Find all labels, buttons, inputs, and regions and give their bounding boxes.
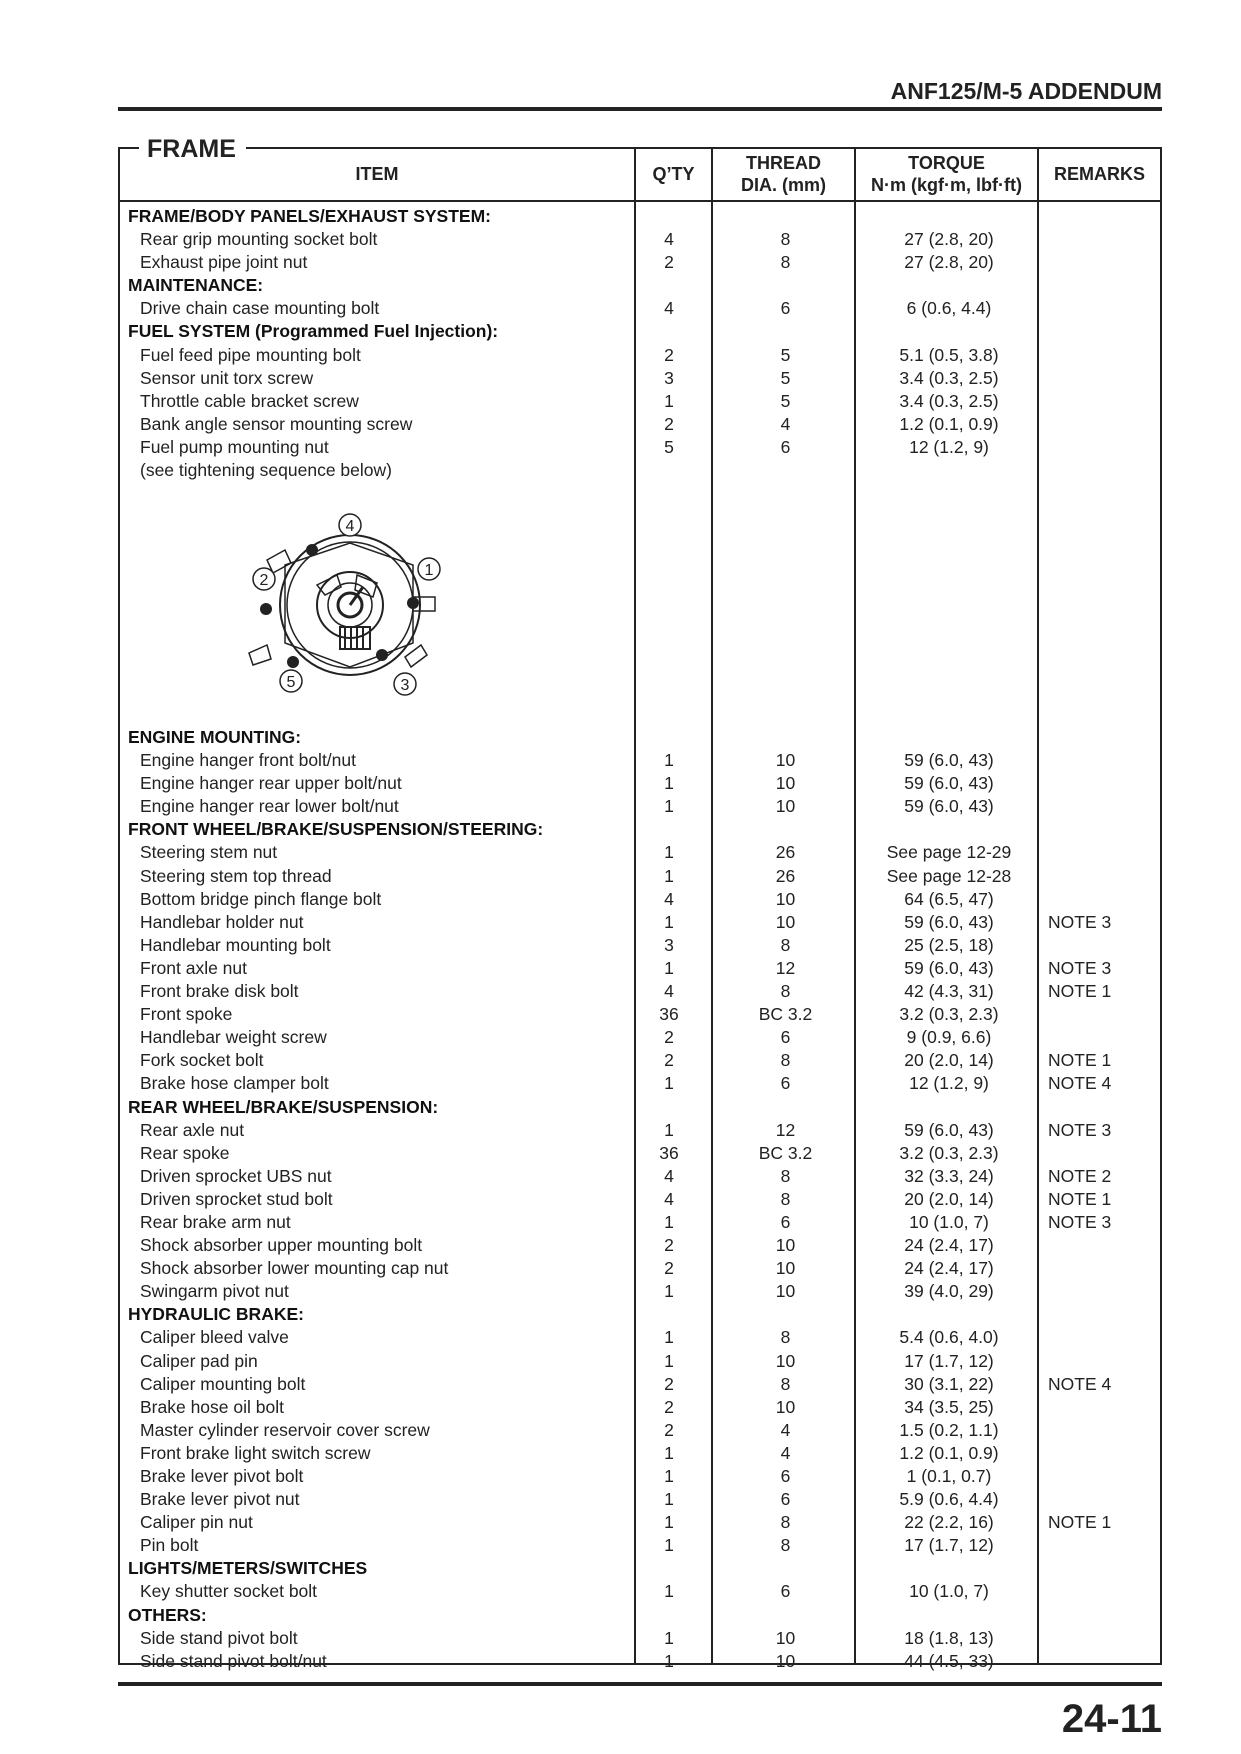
table-row: [118, 1326, 1162, 1349]
torque-cell: 30 (3.1, 22): [904, 1373, 994, 1394]
item-cell: Driven sprocket stud bolt: [140, 1188, 333, 1209]
table-row: [118, 1350, 1162, 1373]
thread-dia-cell: 8: [780, 252, 791, 273]
item-cell: Fuel feed pipe mounting bolt: [140, 344, 361, 365]
header-rule: [118, 107, 1162, 111]
thread-dia-cell: 10: [775, 888, 796, 909]
torque-cell: 24 (2.4, 17): [904, 1258, 994, 1279]
torque-cell: 39 (4.0, 29): [904, 1281, 994, 1302]
qty-cell: 1: [664, 865, 674, 886]
torque-cell: 59 (6.0, 43): [904, 773, 994, 794]
thread-dia-cell: 8: [780, 229, 791, 250]
sequence-label-3: [394, 673, 416, 695]
section-title: FRAME: [139, 135, 246, 164]
qty-cell: 1: [664, 1119, 674, 1140]
torque-cell: 5.9 (0.6, 4.4): [899, 1489, 999, 1510]
item-cell: FUEL SYSTEM (Programmed Fuel Injection):: [128, 321, 499, 342]
qty-cell: 1: [664, 1466, 674, 1486]
qty-cell: 1: [664, 1627, 674, 1648]
table-row: [118, 1188, 1162, 1211]
item-cell: REAR WHEEL/BRAKE/SUSPENSION:: [128, 1096, 439, 1117]
torque-cell: 59 (6.0, 43): [904, 911, 994, 932]
item-cell: Shock absorber lower mounting cap nut: [140, 1258, 449, 1279]
item-cell: Swingarm pivot nut: [140, 1281, 289, 1302]
torque-cell: 27 (2.8, 20): [904, 229, 994, 250]
item-cell: Pin bolt: [140, 1535, 199, 1556]
qty-cell: 5: [664, 436, 674, 457]
torque-cell: 59 (6.0, 43): [904, 796, 994, 817]
sequence-label-5: [280, 670, 302, 692]
table-row: [118, 1257, 1162, 1280]
remarks-cell: NOTE 3: [1048, 957, 1112, 978]
table-row: [118, 841, 1162, 864]
item-cell: Engine hanger rear upper bolt/nut: [140, 773, 402, 794]
page-number: 24-11: [1061, 1697, 1162, 1741]
item-cell: Steering stem nut: [140, 842, 278, 863]
qty-cell: 1: [664, 773, 674, 794]
table-row: [118, 1072, 1162, 1095]
table-row: [118, 367, 1162, 390]
frame-label-tick: [118, 147, 132, 149]
torque-cell: 1.2 (0.1, 0.9): [899, 413, 999, 434]
thread-dia-cell: 6: [780, 436, 791, 457]
table-row: [118, 1650, 1162, 1673]
item-cell: Handlebar mounting bolt: [140, 934, 331, 955]
svg-text:5: 5: [286, 674, 296, 691]
qty-cell: 2: [664, 1419, 674, 1440]
table-row: [118, 957, 1162, 980]
thread-dia-cell: 10: [775, 1650, 796, 1671]
table-row: [118, 390, 1162, 413]
column-header-remarks: REMARKS: [1053, 163, 1145, 184]
svg-text:3: 3: [400, 677, 410, 694]
table-section-heading: [118, 1557, 1162, 1580]
item-cell: Key shutter socket bolt: [140, 1581, 318, 1602]
torque-cell: 27 (2.8, 20): [904, 252, 994, 273]
torque-cell: See page 12-28: [886, 865, 1012, 886]
qty-cell: 1: [664, 1211, 674, 1232]
thread-dia-cell: 8: [780, 1327, 791, 1348]
column-header-item: ITEM: [355, 163, 399, 184]
table-row: [118, 934, 1162, 957]
fuel-pump-tightening-sequence-diagram: [245, 505, 470, 705]
qty-cell: 1: [664, 1350, 674, 1371]
table-section-heading: [118, 274, 1162, 297]
item-cell: Rear grip mounting socket bolt: [140, 229, 378, 250]
thread-dia-cell: 8: [780, 1165, 791, 1186]
thread-dia-cell: 6: [780, 1581, 791, 1602]
svg-text:4: 4: [345, 518, 355, 535]
torque-cell: 59 (6.0, 43): [904, 1119, 994, 1140]
svg-text:1: 1: [424, 562, 434, 579]
torque-cell: 6 (0.6, 4.4): [906, 298, 992, 319]
item-cell: Caliper pad pin: [140, 1350, 258, 1371]
item-cell: MAINTENANCE:: [128, 275, 264, 296]
item-cell: Side stand pivot bolt: [140, 1627, 298, 1648]
thread-dia-cell: 6: [780, 1073, 791, 1094]
item-cell: Front axle nut: [140, 957, 247, 978]
torque-cell: 59 (6.0, 43): [904, 750, 994, 771]
qty-cell: 1: [664, 911, 674, 932]
table-row: [118, 413, 1162, 436]
torque-cell: 12 (1.2, 9): [909, 1073, 989, 1094]
torque-cell: 20 (2.0, 14): [904, 1188, 994, 1209]
table-row: [118, 1373, 1162, 1396]
qty-cell: 4: [664, 298, 674, 319]
torque-cell: 12 (1.2, 9): [909, 436, 989, 457]
qty-cell: 2: [664, 252, 674, 273]
table-row: [118, 772, 1162, 795]
thread-dia-cell: 5: [780, 390, 791, 411]
remarks-cell: NOTE 3: [1048, 1211, 1112, 1232]
thread-dia-cell: 8: [780, 1188, 791, 1209]
torque-cell: 18 (1.8, 13): [904, 1627, 994, 1648]
item-cell: Rear spoke: [140, 1142, 230, 1163]
thread-dia-cell: 10: [775, 1258, 796, 1279]
thread-dia-cell: 6: [780, 1466, 791, 1486]
remarks-cell: NOTE 4: [1048, 1373, 1112, 1394]
torque-cell: 1.5 (0.2, 1.1): [899, 1419, 999, 1440]
item-cell: Brake lever pivot bolt: [140, 1466, 304, 1486]
table-row: [118, 795, 1162, 818]
table-row: [118, 980, 1162, 1003]
torque-cell: 17 (1.7, 12): [904, 1535, 994, 1556]
item-cell: (see tightening sequence below): [140, 460, 392, 481]
torque-cell: 3.2 (0.3, 2.3): [899, 1142, 999, 1163]
remarks-cell: NOTE 2: [1048, 1165, 1112, 1186]
table-row: [118, 1465, 1162, 1488]
thread-dia-cell: 10: [775, 750, 796, 771]
item-cell: Caliper pin nut: [140, 1512, 253, 1533]
item-cell: Front brake light switch screw: [140, 1442, 371, 1463]
column-header-qty: Q’TY: [652, 163, 695, 184]
table-section-heading: [118, 818, 1162, 841]
item-cell: Handlebar holder nut: [140, 911, 304, 932]
table-row: [118, 1049, 1162, 1072]
thread-dia-cell: 8: [780, 1512, 791, 1533]
thread-dia-cell: 8: [780, 1050, 791, 1071]
item-cell: Fuel pump mounting nut: [140, 436, 329, 457]
item-cell: Bottom bridge pinch flange bolt: [140, 888, 382, 909]
item-cell: Master cylinder reservoir cover screw: [140, 1419, 430, 1440]
sequence-label-1: [418, 558, 440, 580]
qty-cell: 2: [664, 413, 674, 434]
torque-cell: 1 (0.1, 0.7): [906, 1466, 992, 1486]
remarks-cell: NOTE 3: [1048, 1119, 1112, 1140]
thread-dia-cell: 10: [775, 1350, 796, 1371]
table-row: [118, 1119, 1162, 1142]
torque-cell: 10 (1.0, 7): [909, 1581, 989, 1602]
qty-cell: 4: [664, 888, 674, 909]
table-row: [118, 1211, 1162, 1234]
table-row: [118, 1488, 1162, 1511]
thread-dia-cell: 8: [780, 981, 791, 1002]
table-row: [118, 228, 1162, 251]
qty-cell: 1: [664, 957, 674, 978]
column-header-torque: TORQUE N·m (kgf·m, lbf·ft): [871, 152, 1022, 195]
torque-cell: 44 (4.5, 33): [904, 1650, 994, 1671]
table-row: [118, 1003, 1162, 1026]
qty-cell: 2: [664, 1396, 674, 1417]
item-cell: OTHERS:: [128, 1604, 207, 1625]
thread-dia-cell: 8: [780, 1373, 791, 1394]
qty-cell: 1: [664, 796, 674, 817]
thread-dia-cell: 4: [780, 1442, 791, 1463]
qty-cell: 4: [664, 1188, 674, 1209]
thread-dia-cell: 4: [780, 413, 791, 434]
table-row: [118, 1442, 1162, 1465]
item-cell: Steering stem top thread: [140, 865, 332, 886]
item-cell: HYDRAULIC BRAKE:: [128, 1304, 304, 1325]
torque-cell: 24 (2.4, 17): [904, 1235, 994, 1256]
qty-cell: 2: [664, 1258, 674, 1279]
thread-dia-cell: 10: [775, 1396, 796, 1417]
item-cell: Side stand pivot bolt/nut: [140, 1650, 327, 1671]
remarks-cell: NOTE 1: [1048, 1512, 1112, 1533]
table-row: [118, 1534, 1162, 1557]
torque-cell: 3.4 (0.3, 2.5): [899, 367, 999, 388]
item-cell: FRAME/BODY PANELS/EXHAUST SYSTEM:: [128, 206, 491, 226]
remarks-cell: NOTE 3: [1048, 911, 1112, 932]
table-section-heading: [118, 1096, 1162, 1119]
column-header-thread: THREAD DIA. (mm): [741, 152, 826, 195]
table-row: [118, 1165, 1162, 1188]
item-cell: ENGINE MOUNTING:: [128, 727, 302, 747]
thread-dia-cell: 10: [775, 1235, 796, 1256]
item-cell: Throttle cable bracket screw: [140, 390, 359, 411]
item-cell: Handlebar weight screw: [140, 1027, 327, 1048]
qty-cell: 2: [664, 344, 674, 365]
item-cell: Fork socket bolt: [140, 1050, 264, 1071]
item-cell: Brake lever pivot nut: [140, 1489, 300, 1510]
torque-cell: 17 (1.7, 12): [904, 1350, 994, 1371]
table-row: [118, 888, 1162, 911]
torque-cell: 34 (3.5, 25): [904, 1396, 994, 1417]
remarks-cell: NOTE 1: [1048, 1188, 1112, 1209]
table-row: [118, 1234, 1162, 1257]
item-cell: Driven sprocket UBS nut: [140, 1165, 332, 1186]
qty-cell: 1: [664, 1512, 674, 1533]
qty-cell: 1: [664, 390, 674, 411]
item-cell: Drive chain case mounting bolt: [140, 298, 380, 319]
item-cell: Engine hanger front bolt/nut: [140, 750, 356, 771]
thread-dia-cell: 10: [775, 796, 796, 817]
qty-cell: 1: [664, 1535, 674, 1556]
table-row: [118, 865, 1162, 888]
thread-dia-cell: 26: [775, 842, 796, 863]
torque-cell: 25 (2.5, 18): [904, 934, 994, 955]
table-row: [118, 749, 1162, 772]
table-row: [118, 344, 1162, 367]
item-cell: Rear axle nut: [140, 1119, 245, 1140]
thread-dia-cell: 4: [780, 1419, 791, 1440]
thread-dia-cell: 8: [780, 934, 791, 955]
torque-cell: 32 (3.3, 24): [904, 1165, 994, 1186]
table-row: [118, 1280, 1162, 1303]
remarks-cell: NOTE 4: [1048, 1073, 1112, 1094]
item-cell: Exhaust pipe joint nut: [140, 252, 308, 273]
item-cell: Caliper mounting bolt: [140, 1373, 306, 1394]
page-header-title: ANF125/M-5 ADDENDUM: [890, 78, 1162, 104]
thread-dia-cell: 10: [775, 1627, 796, 1648]
qty-cell: 1: [664, 1073, 674, 1094]
table-row: [118, 1026, 1162, 1049]
item-cell: Brake hose clamper bolt: [140, 1073, 329, 1094]
qty-cell: 2: [664, 1235, 674, 1256]
thread-dia-cell: 6: [780, 1211, 791, 1232]
item-cell: Caliper bleed valve: [140, 1327, 289, 1348]
table-section-heading: [118, 1303, 1162, 1326]
torque-cell: 20 (2.0, 14): [904, 1050, 994, 1071]
thread-dia-cell: 10: [775, 773, 796, 794]
torque-cell: 64 (6.5, 47): [904, 888, 994, 909]
table-section-heading: [118, 1604, 1162, 1627]
qty-cell: 2: [664, 1373, 674, 1394]
thread-dia-cell: 26: [775, 865, 796, 886]
table-row: [118, 297, 1162, 320]
thread-dia-cell: 5: [780, 344, 791, 365]
table-rows-upper: [118, 205, 1162, 482]
qty-cell: 1: [664, 842, 674, 863]
torque-cell: 5.4 (0.6, 4.0): [899, 1327, 999, 1348]
torque-cell: 59 (6.0, 43): [904, 957, 994, 978]
remarks-cell: NOTE 1: [1048, 981, 1112, 1002]
table-section-heading: [118, 726, 1162, 749]
qty-cell: 1: [664, 1581, 674, 1602]
thread-dia-cell: 8: [780, 1535, 791, 1556]
item-cell: Front spoke: [140, 1004, 233, 1025]
thread-dia-cell: 12: [775, 1119, 796, 1140]
table-row: [118, 1627, 1162, 1650]
sequence-label-4: [339, 514, 361, 536]
table-row: [118, 911, 1162, 934]
svg-text:2: 2: [259, 572, 269, 589]
torque-cell: 9 (0.9, 6.6): [906, 1027, 992, 1048]
thread-dia-cell: BC 3.2: [758, 1004, 813, 1025]
thread-dia-cell: BC 3.2: [758, 1142, 813, 1163]
table-row: [118, 1419, 1162, 1442]
torque-cell: 10 (1.0, 7): [909, 1211, 989, 1232]
qty-cell: 3: [664, 367, 674, 388]
table-row: [118, 436, 1162, 459]
item-cell: Engine hanger rear lower bolt/nut: [140, 796, 399, 817]
thread-dia-cell: 10: [775, 911, 796, 932]
table-section-heading: [118, 205, 1162, 228]
thread-dia-cell: 6: [780, 1027, 791, 1048]
torque-cell: 1.2 (0.1, 0.9): [899, 1442, 999, 1463]
thread-dia-cell: 10: [775, 1281, 796, 1302]
table-rows-lower: [118, 726, 1162, 1673]
item-cell: Front brake disk bolt: [140, 981, 299, 1002]
torque-cell: 3.2 (0.3, 2.3): [899, 1004, 999, 1025]
qty-cell: 1: [664, 1489, 674, 1510]
table-row: [118, 1511, 1162, 1534]
table-row: [118, 251, 1162, 274]
item-cell: Rear brake arm nut: [140, 1211, 291, 1232]
table-section-heading: [118, 320, 1162, 343]
qty-cell: 4: [664, 229, 674, 250]
qty-cell: 1: [664, 1442, 674, 1463]
table-row: [118, 459, 1162, 482]
torque-cell: 22 (2.2, 16): [904, 1512, 994, 1533]
sequence-label-2: [253, 568, 275, 590]
item-cell: Shock absorber upper mounting bolt: [140, 1235, 423, 1256]
torque-cell: 3.4 (0.3, 2.5): [899, 390, 999, 411]
thread-dia-cell: 6: [780, 298, 791, 319]
item-cell: Sensor unit torx screw: [140, 367, 314, 388]
qty-cell: 3: [664, 934, 674, 955]
item-cell: Brake hose oil bolt: [140, 1396, 284, 1417]
qty-cell: 36: [659, 1004, 679, 1025]
qty-cell: 4: [664, 981, 674, 1002]
qty-cell: 1: [664, 1327, 674, 1348]
torque-cell: 42 (4.3, 31): [904, 981, 994, 1002]
qty-cell: 2: [664, 1050, 674, 1071]
item-cell: Bank angle sensor mounting screw: [140, 413, 413, 434]
footer-rule: [118, 1682, 1162, 1686]
table-row: [118, 1580, 1162, 1603]
qty-cell: 36: [659, 1142, 679, 1163]
table-row: [118, 1396, 1162, 1419]
header-row-rule: [118, 200, 1162, 202]
thread-dia-cell: 5: [780, 367, 791, 388]
qty-cell: 2: [664, 1027, 674, 1048]
thread-dia-cell: 6: [780, 1489, 791, 1510]
item-cell: FRONT WHEEL/BRAKE/SUSPENSION/STEERING:: [128, 819, 544, 840]
qty-cell: 1: [664, 750, 674, 771]
thread-dia-cell: 12: [775, 957, 796, 978]
qty-cell: 4: [664, 1165, 674, 1186]
item-cell: LIGHTS/METERS/SWITCHES: [128, 1558, 368, 1579]
remarks-cell: NOTE 1: [1048, 1050, 1112, 1071]
qty-cell: 1: [664, 1281, 674, 1302]
qty-cell: 1: [664, 1650, 674, 1671]
table-row: [118, 1142, 1162, 1165]
torque-cell: 5.1 (0.5, 3.8): [899, 344, 999, 365]
torque-cell: See page 12-29: [886, 842, 1012, 863]
